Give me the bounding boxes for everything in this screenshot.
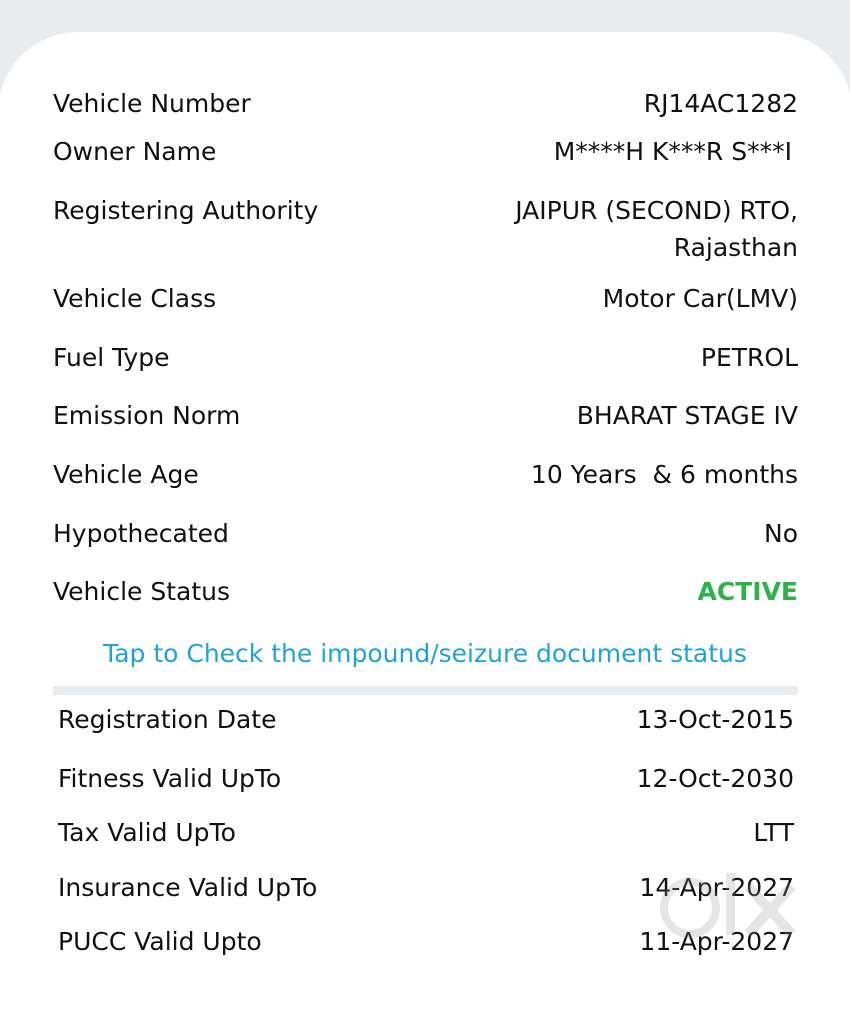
vehicle-class-label: Vehicle Class <box>53 284 217 313</box>
registration-date-label: Registration Date <box>58 705 277 734</box>
registering-authority-value: JAIPUR (SECOND) RTO, <box>515 196 798 225</box>
fitness-valid-label: Fitness Valid UpTo <box>58 764 282 793</box>
insurance-valid-label: Insurance Valid UpTo <box>58 873 318 902</box>
impound-status-link[interactable]: Tap to Check the impound/seizure document status <box>103 639 747 668</box>
vehicle-number-value: RJ14AC1282 <box>643 89 798 118</box>
olx-watermark-logo <box>660 868 810 948</box>
vehicle-age-label: Vehicle Age <box>53 460 199 489</box>
insurance-valid-value: 14-Apr-2027 <box>639 873 794 902</box>
emission-norm-value: BHARAT STAGE IV <box>576 401 798 430</box>
vehicle-class-value: Motor Car(LMV) <box>602 284 798 313</box>
vehicle-status-label: Vehicle Status <box>53 577 231 606</box>
tax-valid-label: Tax Valid UpTo <box>58 818 236 847</box>
tax-valid-value: LTT <box>753 818 794 847</box>
hypothecated-label: Hypothecated <box>53 519 229 548</box>
registering-authority-label: Registering Authority <box>53 196 319 225</box>
vehicle-age-value: 10 Years & 6 months <box>530 460 798 489</box>
vehicle-status-badge: ACTIVE <box>697 577 798 606</box>
registration-date-value: 13-Oct-2015 <box>636 705 794 734</box>
pucc-valid-value: 11-Apr-2027 <box>639 927 794 956</box>
fitness-valid-value: 12-Oct-2030 <box>636 764 794 793</box>
fuel-type-label: Fuel Type <box>53 343 170 372</box>
owner-name-value: M****H K***R S***I <box>553 137 792 166</box>
hypothecated-value: No <box>764 519 798 548</box>
registering-authority-state: Rajasthan <box>673 233 798 262</box>
vehicle-number-label: Vehicle Number <box>53 89 251 118</box>
fuel-type-value: PETROL <box>700 343 798 372</box>
pucc-valid-label: PUCC Valid Upto <box>58 927 262 956</box>
owner-name-label: Owner Name <box>53 137 217 166</box>
emission-norm-label: Emission Norm <box>53 401 241 430</box>
section-divider <box>53 686 798 695</box>
